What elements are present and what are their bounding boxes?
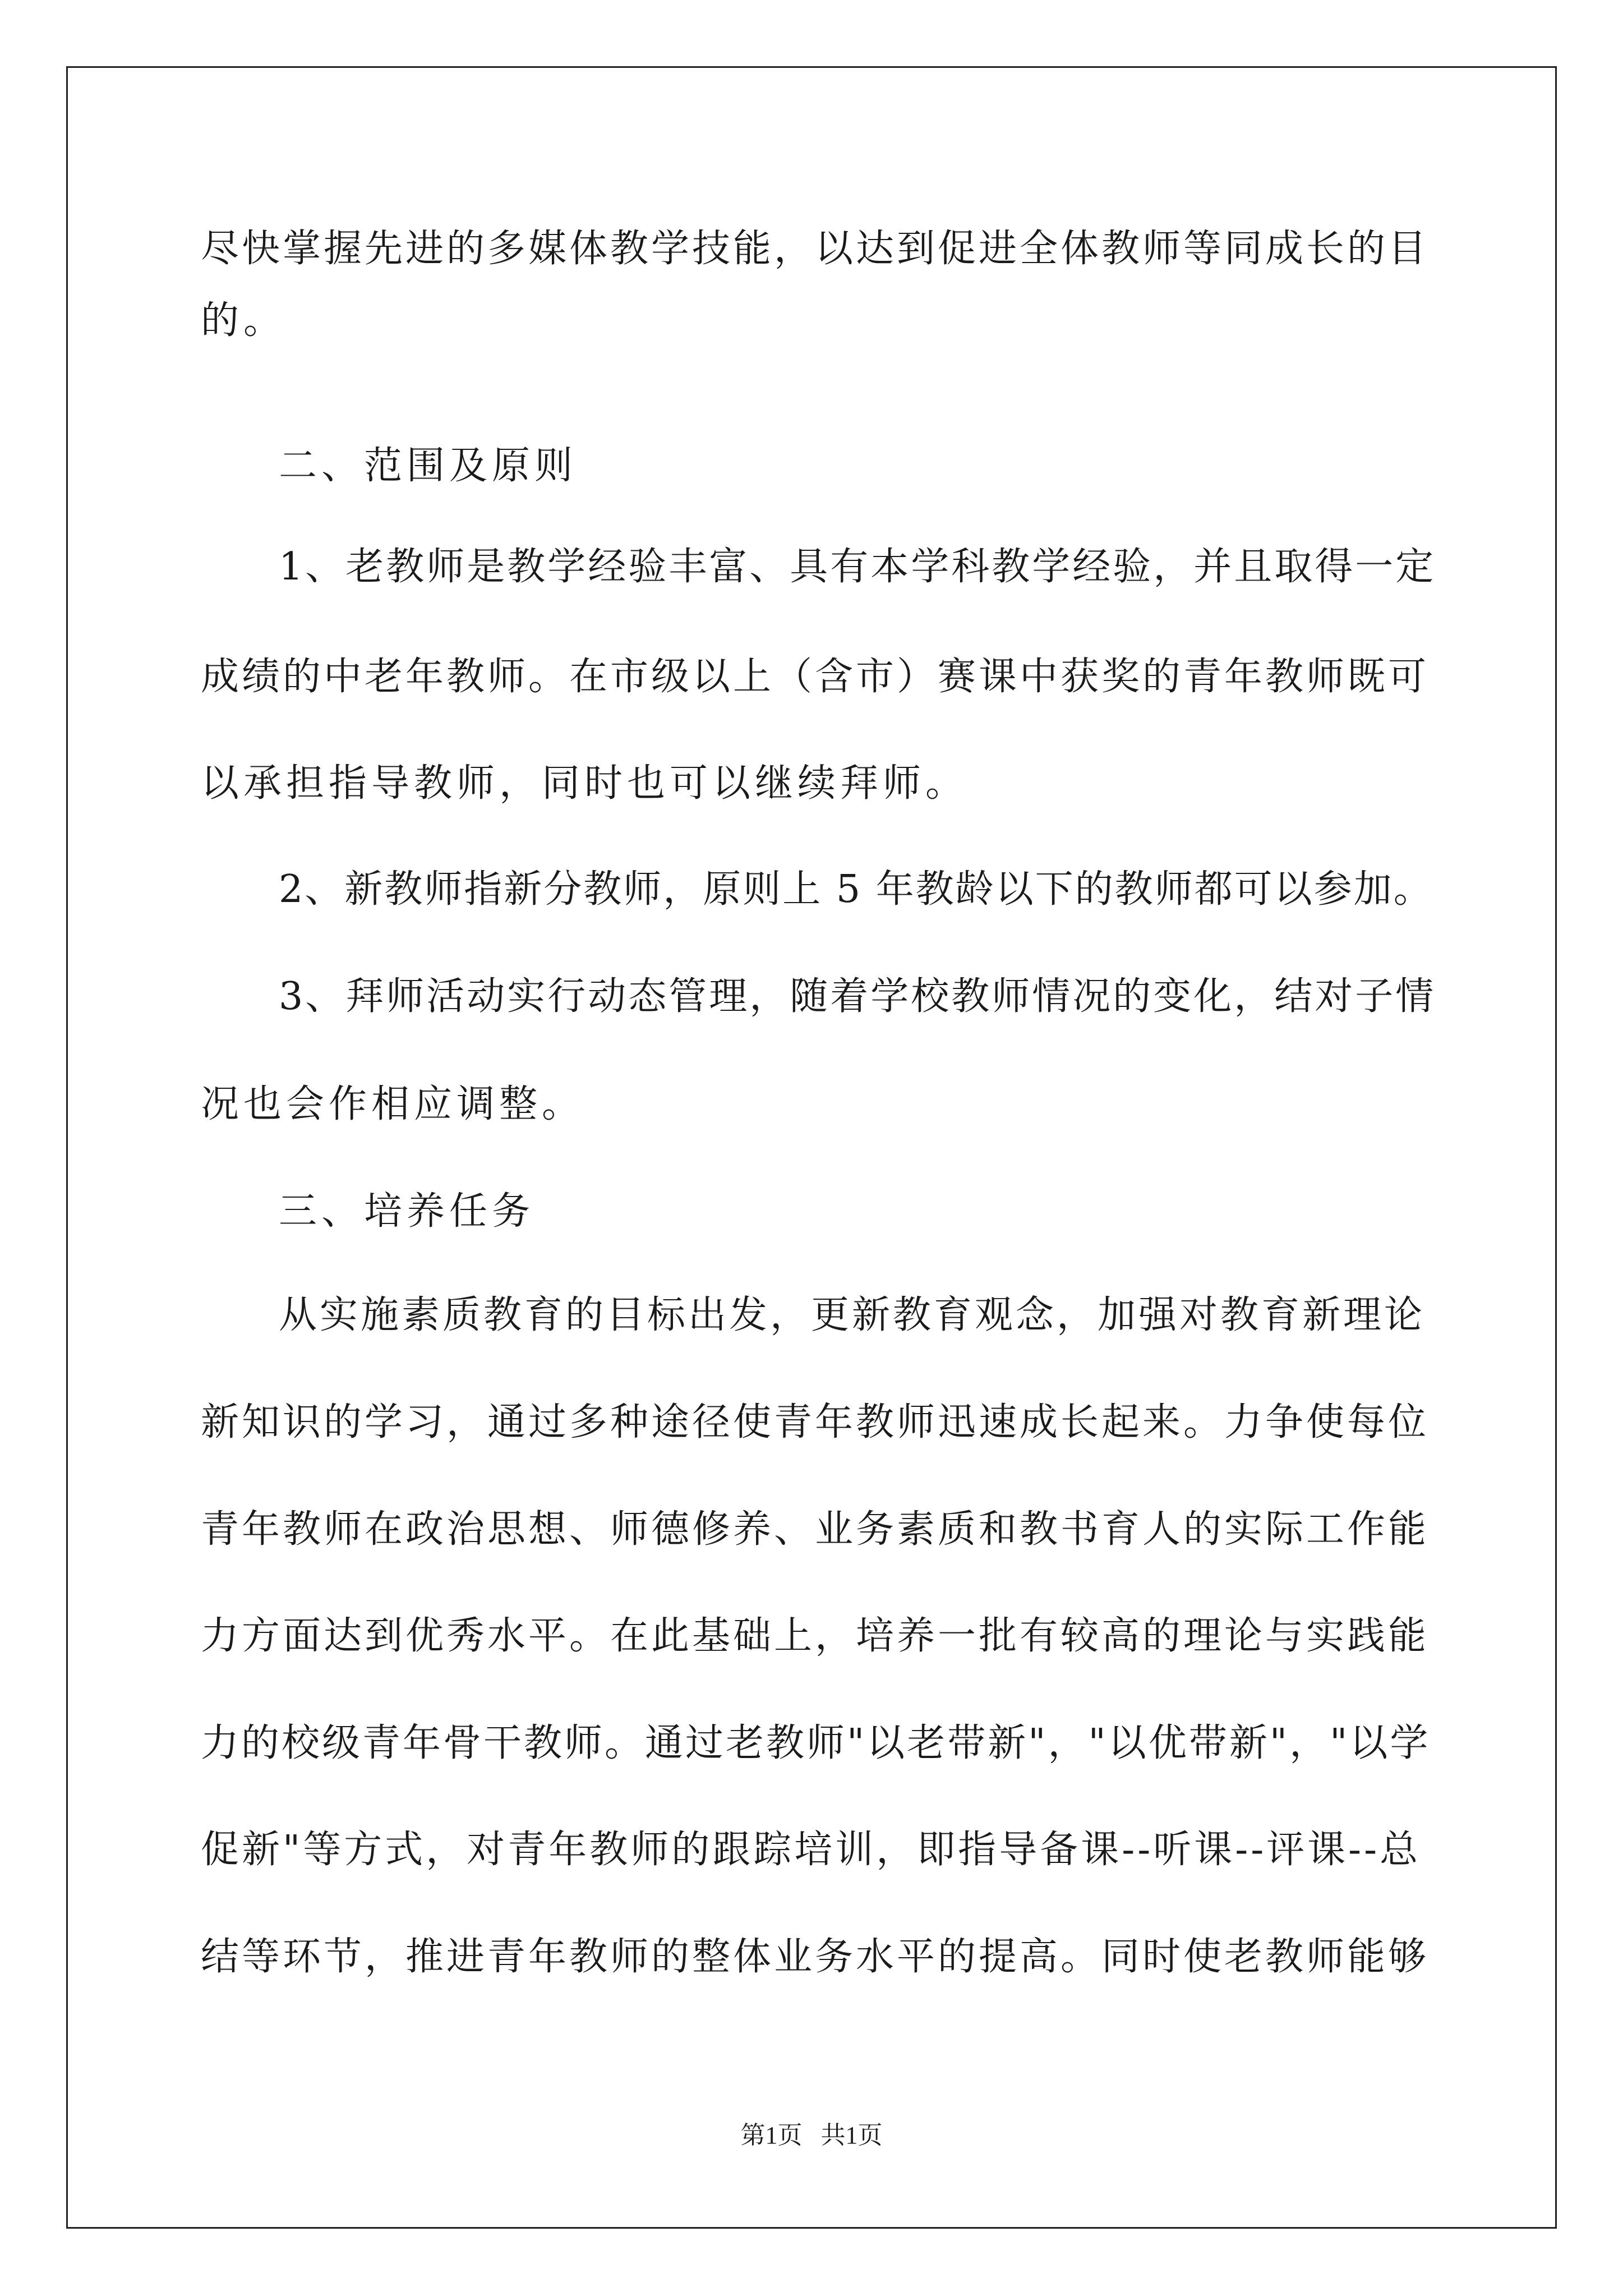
page-footer: 第1页 共1页 — [740, 2122, 883, 2149]
text-line: 青年教师在政治思想、师德修养、业务素质和教书育人的实际工作能 — [201, 1507, 1430, 1552]
text-line: 的。 — [201, 298, 287, 343]
text-line: 2、新教师指新分教师，原则上 5 年教龄以下的教师都可以参加。 — [279, 867, 1433, 912]
text-line: 以承担指导教师，同时也可以继续拜师。 — [201, 761, 969, 806]
text-line: 结等环节，推进青年教师的整体业务水平的提高。同时使老教师能够 — [201, 1935, 1430, 1979]
text-line: 成绩的中老年教师。在市级以上（含市）赛课中获奖的青年教师既可 — [201, 655, 1430, 699]
text-line: 新知识的学习，通过多种途径使青年教师迅速成长起来。力争使每位 — [201, 1400, 1430, 1444]
text-line: 3、拜师活动实行动态管理，随着学校教师情况的变化，结对子情 — [279, 974, 1436, 1019]
text-line: 力方面达到优秀水平。在此基础上，培养一批有较高的理论与实践能 — [201, 1614, 1430, 1658]
text-line: 况也会作相应调整。 — [201, 1082, 585, 1126]
text-line: 力的校级青年骨干教师。通过老教师"以老带新"，"以优带新"，"以学 — [201, 1721, 1431, 1765]
section-heading: 二、范围及原则 — [279, 444, 578, 488]
text-line: 促新"等方式，对青年教师的跟踪培训，即指导备课--听课--评课--总 — [201, 1828, 1421, 1872]
text-line: 1、老教师是教学经验丰富、具有本学科教学经验，并且取得一定 — [279, 545, 1436, 589]
text-line: 从实施素质教育的目标出发，更新教育观念，加强对教育新理论 — [279, 1293, 1426, 1337]
page-border — [66, 66, 1557, 2229]
text-line: 尽快掌握先进的多媒体教学技能，以达到促进全体教师等同成长的目 — [201, 227, 1430, 271]
section-heading: 三、培养任务 — [279, 1189, 535, 1234]
